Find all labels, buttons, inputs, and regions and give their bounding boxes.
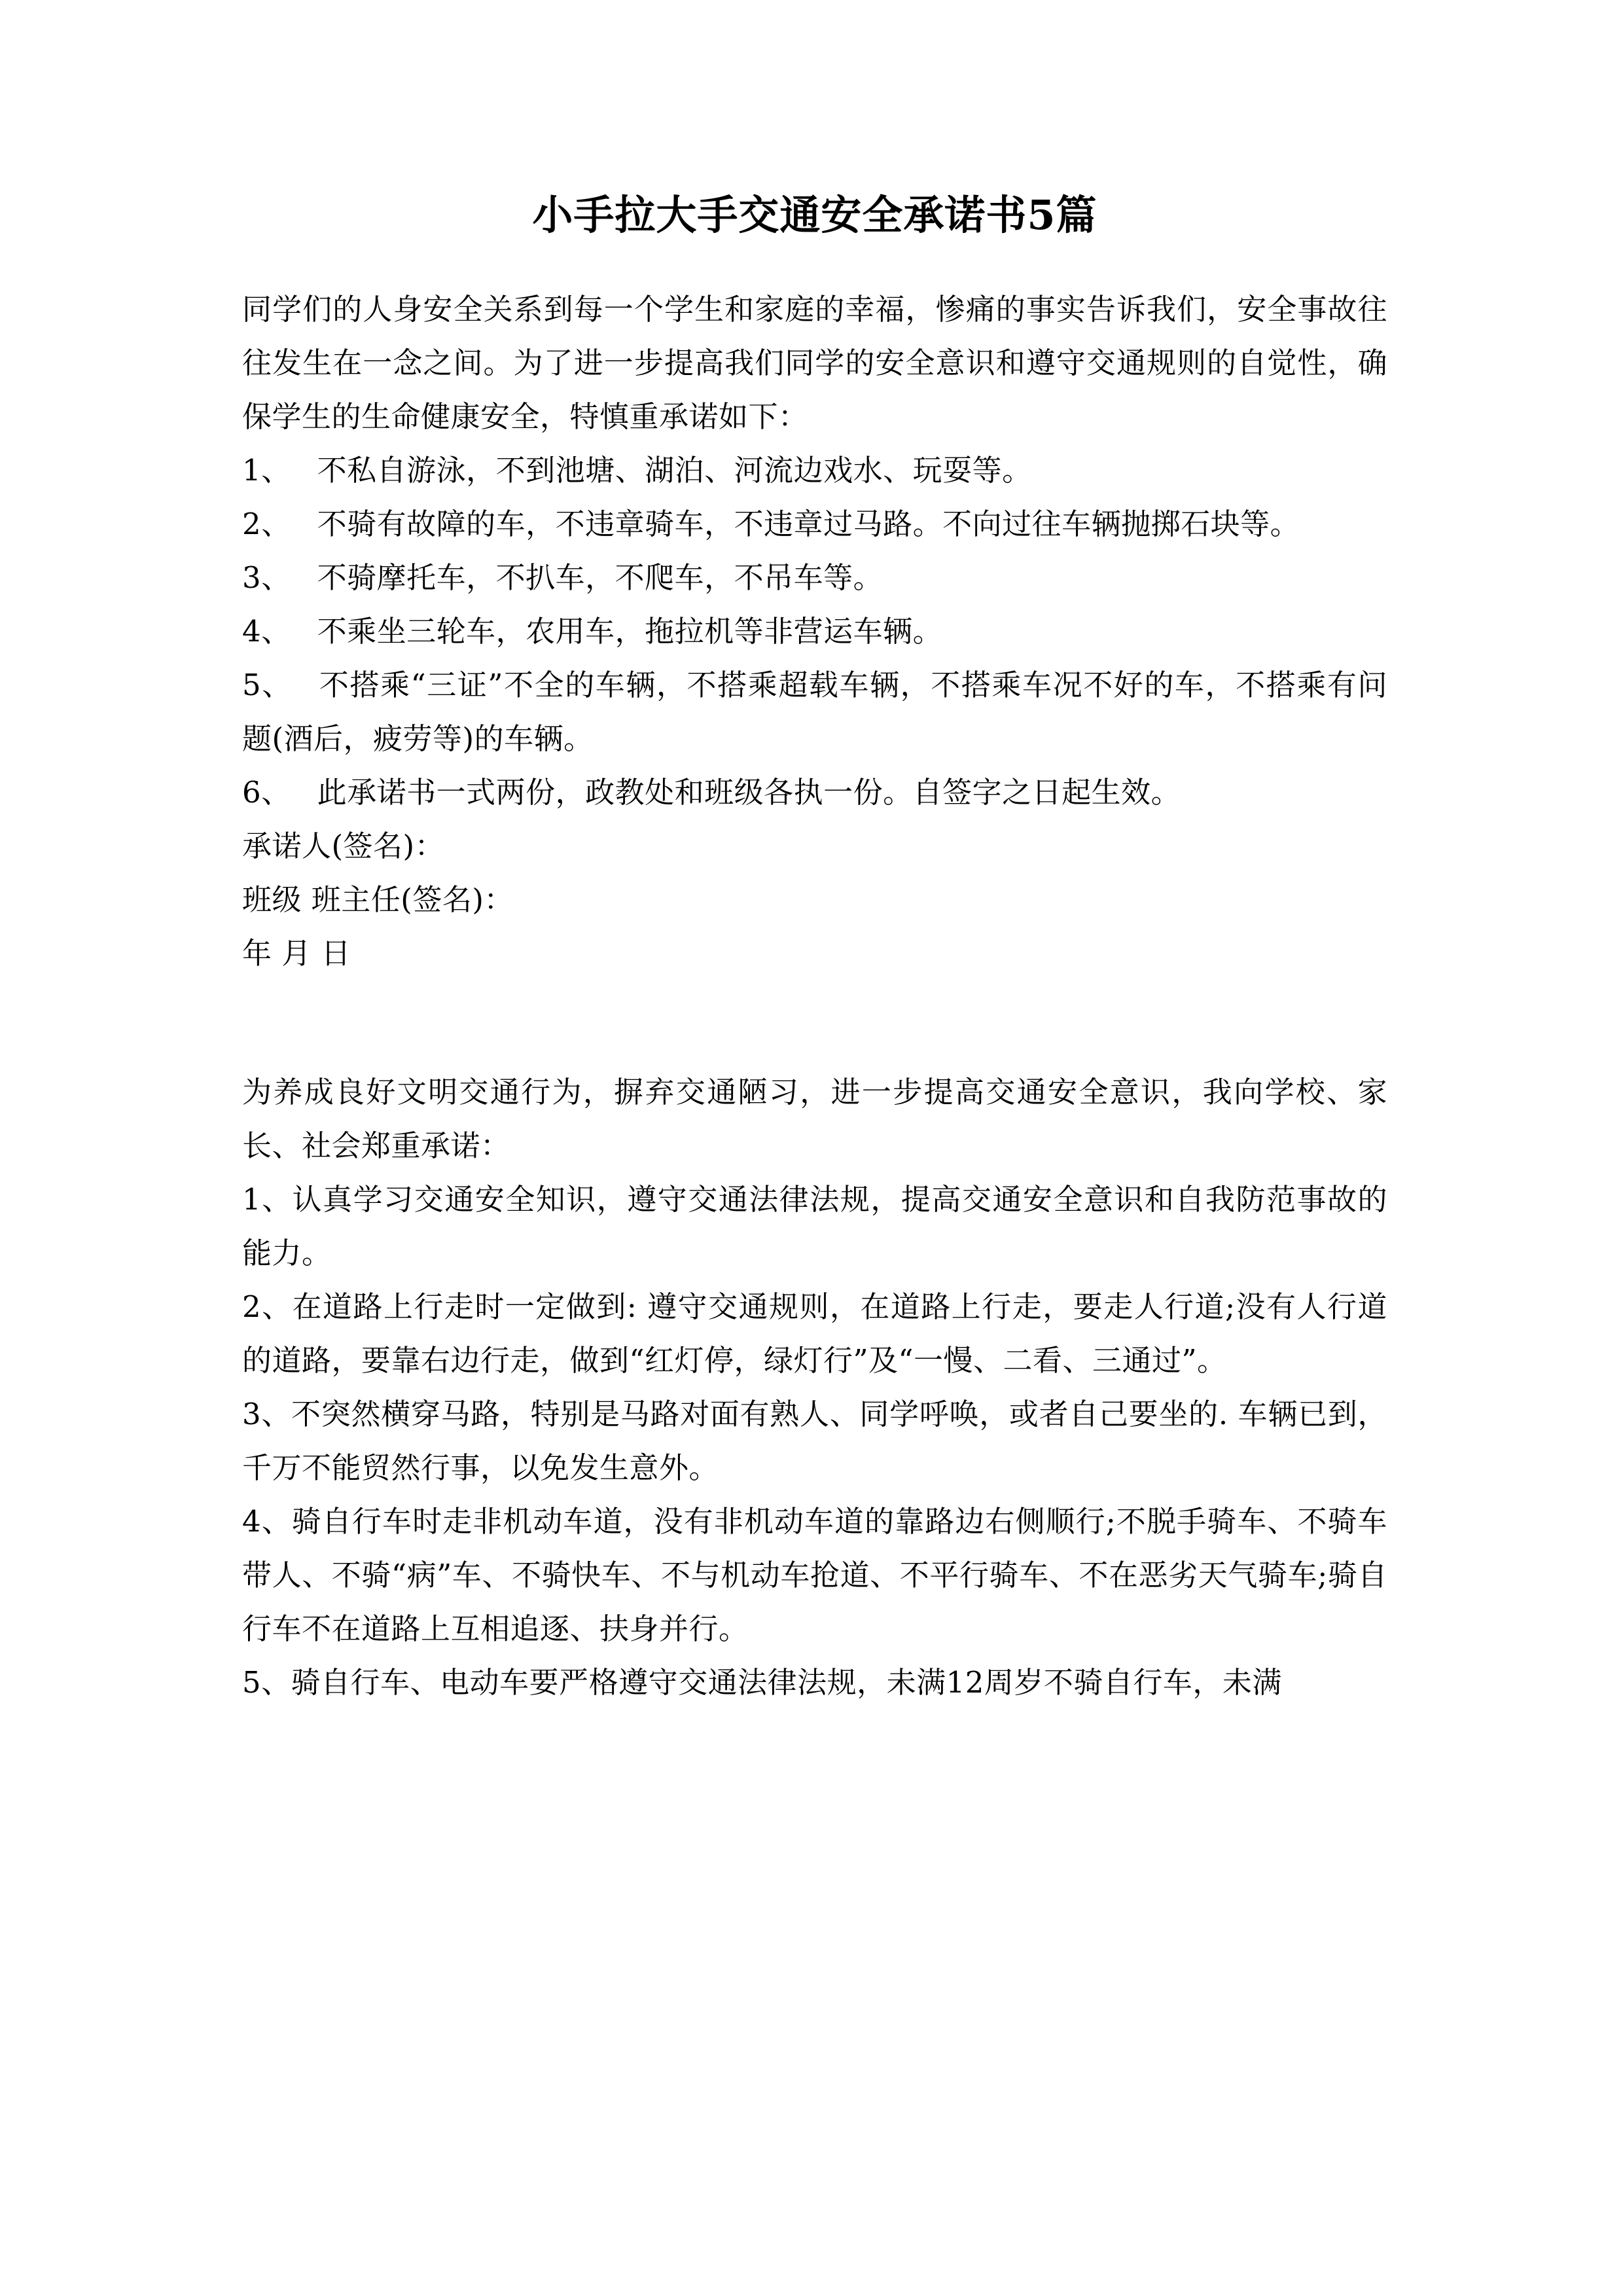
section-two-item-2 — [242, 1280, 1387, 1388]
item-number: 6、 — [242, 774, 291, 810]
section-one-item-4 — [242, 605, 1387, 658]
signature-line-promisor: 承诺人(签名)： — [242, 828, 445, 863]
section-two-item-1 — [242, 1173, 1387, 1280]
item-number: 5、 — [242, 1664, 291, 1700]
item-number: 3、 — [242, 560, 291, 595]
section-one-item-1 — [242, 444, 1387, 497]
item-text: 此承诺书一式两份，政教处和班级各执一份。自签字之日起生效。 — [317, 774, 1181, 810]
item-text: 骑自行车时走非机动车道，没有非机动车道的靠路边右侧顺行;不脱手骑车、不骑车带人、不骑“病”车、不骑快车、不与机动车抢道、不平行骑车、不在恶劣天气骑车;骑自行车不在道路上互相追逐、扶身并行。 — [242, 1503, 1387, 1646]
item-number: 1、 — [242, 452, 291, 488]
section-two-item-5 — [242, 1656, 1387, 1710]
section-divider-spacer — [242, 980, 1387, 1066]
item-text: 认真学习交通安全知识，遵守交通法律法规，提高交通安全意识和自我防范事故的能力。 — [242, 1181, 1387, 1270]
item-text: 不私自游泳，不到池塘、湖泊、河流边戏水、玩耍等。 — [317, 452, 1032, 488]
item-text: 不突然横穿马路，特别是马路对面有熟人、同学呼唤，或者自己要坐的. 车辆已到，千万不能贸然行事，以免发生意外。 — [242, 1396, 1387, 1485]
item-number: 2、 — [242, 506, 291, 541]
section-one-intro: 同学们的人身安全关系到每一个学生和家庭的幸福，惨痛的事实告诉我们，安全事故往往发生在一念之间。为了进一步提高我们同学的安全意识和遵守交通规则的自觉性，确保学生的生命健康安全，特慎重承诺如下： — [242, 291, 1387, 434]
item-text: 骑自行车、电动车要严格遵守交通法律法规，未满12周岁不骑自行车，未满 — [291, 1664, 1282, 1700]
section-two-intro: 为养成良好文明交通行为，摒弃交通陋习，进一步提高交通安全意识，我向学校、家长、社会郑重承诺： — [242, 1074, 1387, 1163]
section-one-item-3 — [242, 551, 1387, 605]
page-title: 小手拉大手交通安全承诺书5篇 — [532, 191, 1097, 239]
signature-line-date: 年 月 日 — [242, 935, 351, 971]
item-number: 3、 — [242, 1396, 292, 1431]
section-two-item-4 — [242, 1495, 1387, 1656]
title-spacer — [242, 241, 1387, 283]
item-number: 4、 — [242, 613, 291, 649]
item-text: 不骑摩托车，不扒车，不爬车，不吊车等。 — [317, 560, 883, 595]
section-one-item-5 — [242, 658, 1387, 766]
item-text: 不乘坐三轮车，农用车，拖拉机等非营运车辆。 — [317, 613, 943, 649]
item-number: 1、 — [242, 1181, 293, 1217]
signature-line-class-teacher: 班级 班主任(签名)： — [242, 882, 514, 917]
section-one-item-2 — [242, 497, 1387, 551]
item-number: 2、 — [242, 1289, 293, 1324]
item-text: 不搭乘“三证”不全的车辆，不搭乘超载车辆，不搭乘车况不好的车，不搭乘有问题(酒后，疲劳等)的车辆。 — [242, 667, 1387, 756]
document-content — [242, 0, 1387, 1710]
item-number: 5、 — [242, 667, 293, 702]
item-text: 不骑有故障的车，不违章骑车，不违章过马路。不向过往车辆抛掷石块等。 — [317, 506, 1300, 541]
section-two-item-3 — [242, 1388, 1387, 1495]
item-number: 4、 — [242, 1503, 292, 1539]
item-text: 在道路上行走时一定做到: 遵守交通规则，在道路上行走，要走人行道;没有人行道的道路，要靠右边行走，做到“红灯停，绿灯行”及“一慢、二看、三通过”。 — [242, 1289, 1387, 1378]
section-one-item-6 — [242, 766, 1387, 819]
